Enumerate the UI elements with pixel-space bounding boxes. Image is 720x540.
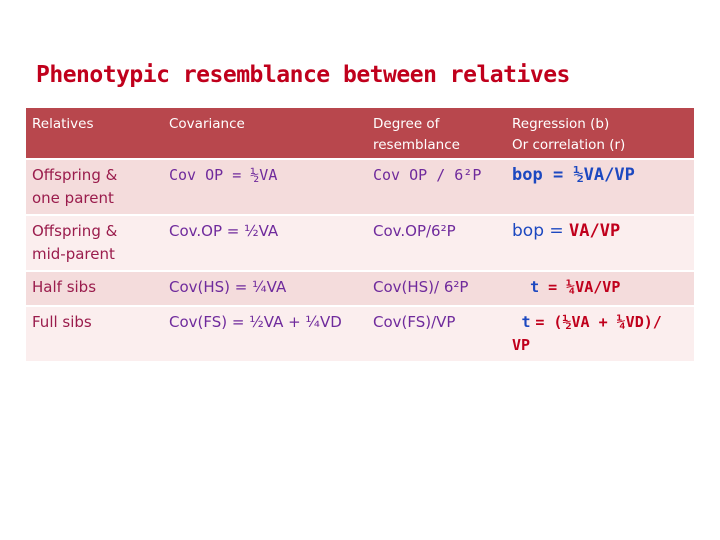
regression-cell: bop = ½VA/VP [506,159,694,215]
header-covariance: Covariance [163,108,367,159]
covariance-cell: Cov(FS) = ½VA + ¼VD [163,306,367,361]
degree-cell: Cov(FS)/VP [367,306,506,361]
relatives-table [26,108,694,361]
table-row [26,271,694,306]
relatives-cell: Half sibs [26,271,163,306]
header-degree-line1: Degree of [373,116,440,132]
covariance-cell: Cov(HS) = ¼VA [163,271,367,306]
header-degree-line2: resemblance [373,137,460,153]
header-regression-line1: Regression (b) [512,116,610,132]
relatives-cell: Offspring & one parent [26,159,163,215]
relatives-cell: Offspring & mid-parent [26,215,163,271]
degree-cell: Cov OP / 6²P [367,159,506,215]
covariance-cell: Cov.OP = ½VA [163,215,367,271]
header-relatives: Relatives [26,108,163,159]
regression-cell: t = (½VA + ¼VD)/ VP [506,306,694,361]
header-regression [506,108,694,159]
covariance-cell: Cov OP = ½VA [163,159,367,215]
regression-cell: t = ¼VA/VP [506,271,694,306]
table-row [26,215,694,271]
degree-cell: Cov.OP/6²P [367,215,506,271]
header-regression-line2: Or correlation (r) [512,137,626,153]
degree-cell: Cov(HS)/ 6²P [367,271,506,306]
regression-cell: bop = VA/VP [506,215,694,271]
table-row [26,306,694,361]
header-degree [367,108,506,159]
table-row [26,159,694,215]
relatives-cell: Full sibs [26,306,163,361]
page-title: Phenotypic resemblance between relatives [36,62,570,88]
table-header-row [26,108,694,159]
